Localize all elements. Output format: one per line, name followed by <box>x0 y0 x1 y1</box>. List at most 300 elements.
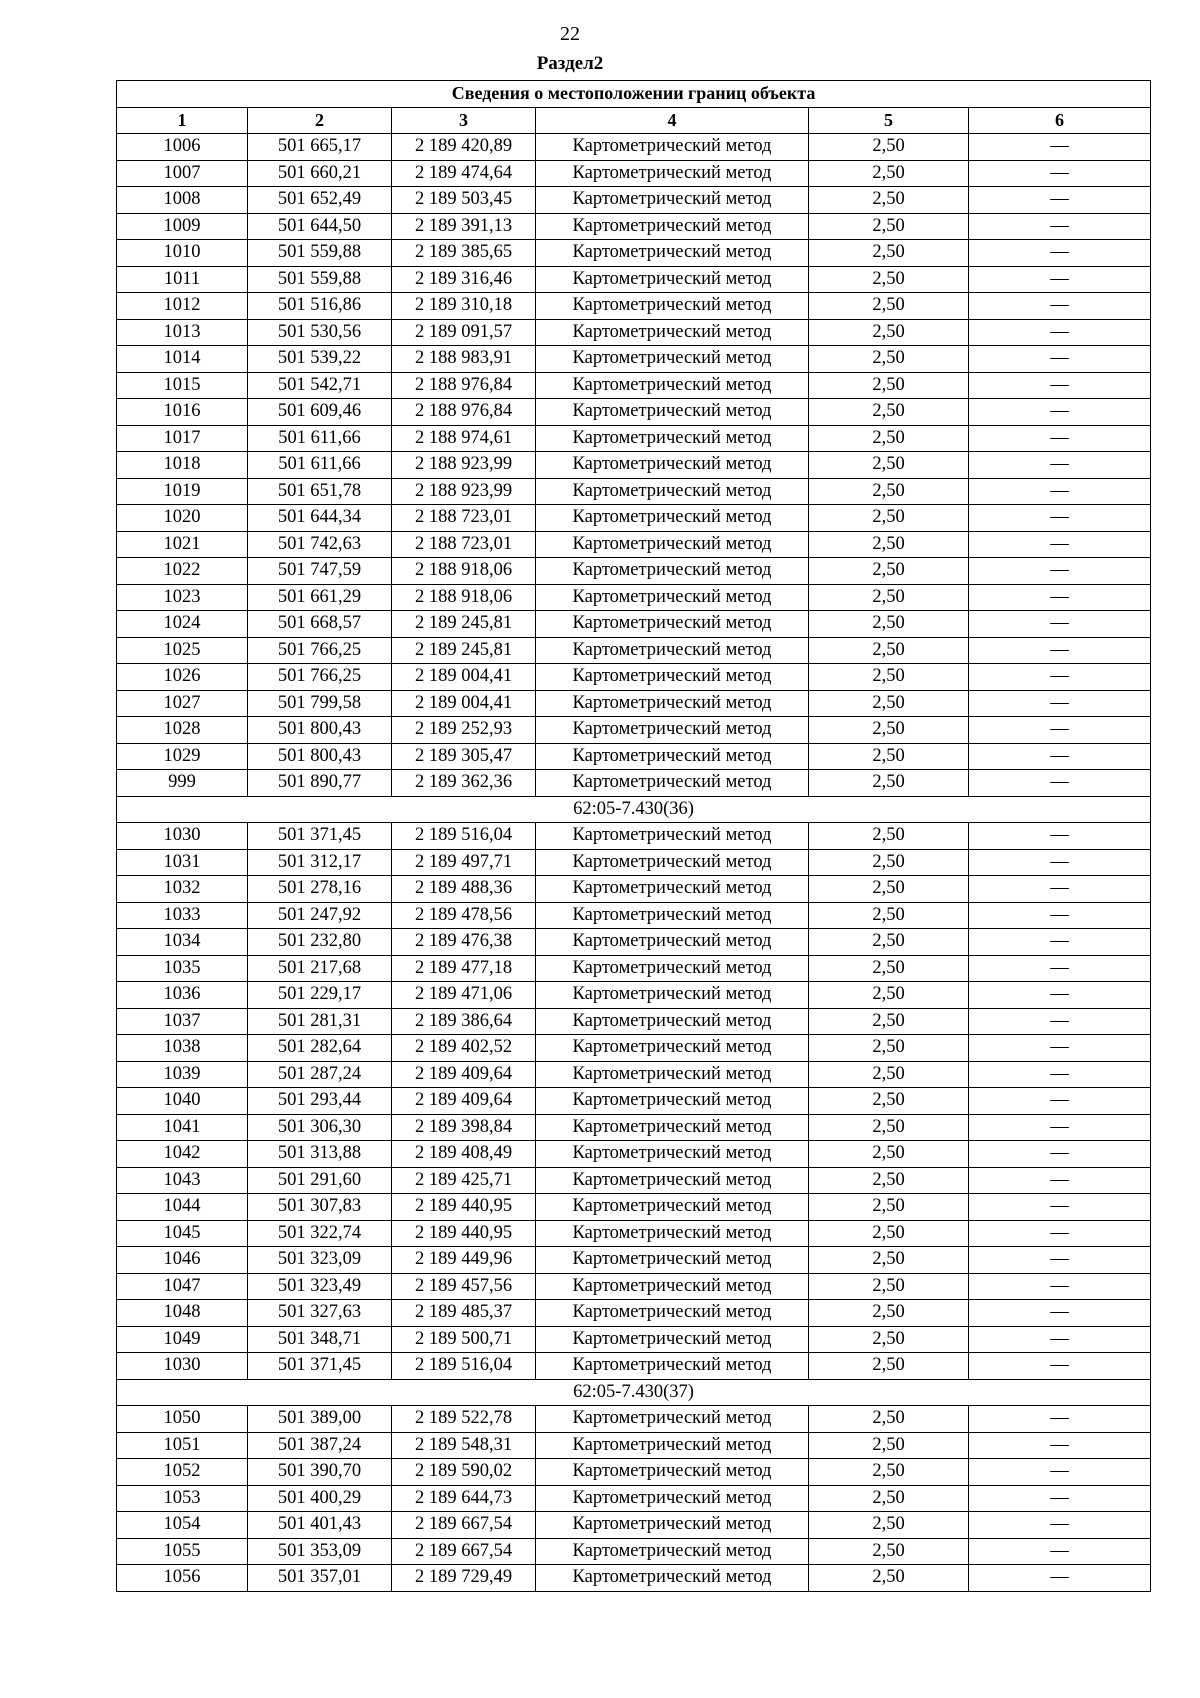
accuracy-cell: 2,50 <box>809 452 969 479</box>
y-coordinate-cell: 2 189 391,13 <box>392 213 536 240</box>
y-coordinate-cell: 2 188 723,01 <box>392 531 536 558</box>
method-cell: Картометрический метод <box>536 584 809 611</box>
description-cell: — <box>969 240 1151 267</box>
table-row <box>117 664 1151 691</box>
description-cell: — <box>969 690 1151 717</box>
x-coordinate-cell: 501 890,77 <box>248 770 392 797</box>
method-cell: Картометрический метод <box>536 558 809 585</box>
method-cell: Картометрический метод <box>536 929 809 956</box>
method-cell: Картометрический метод <box>536 1088 809 1115</box>
point-number-cell: 1049 <box>117 1326 248 1353</box>
table-row <box>117 1459 1151 1486</box>
method-cell: Картометрический метод <box>536 213 809 240</box>
x-coordinate-cell: 501 799,58 <box>248 690 392 717</box>
point-number-cell: 1014 <box>117 346 248 373</box>
accuracy-cell: 2,50 <box>809 1088 969 1115</box>
group-label-row <box>117 1379 1151 1406</box>
method-cell: Картометрический метод <box>536 1220 809 1247</box>
y-coordinate-cell: 2 189 252,93 <box>392 717 536 744</box>
description-cell: — <box>969 1485 1151 1512</box>
description-cell: — <box>969 213 1151 240</box>
description-cell: — <box>969 955 1151 982</box>
x-coordinate-cell: 501 539,22 <box>248 346 392 373</box>
method-cell: Картометрический метод <box>536 637 809 664</box>
table-row <box>117 346 1151 373</box>
x-coordinate-cell: 501 327,63 <box>248 1300 392 1327</box>
point-number-cell: 999 <box>117 770 248 797</box>
method-cell: Картометрический метод <box>536 1114 809 1141</box>
x-coordinate-cell: 501 278,16 <box>248 876 392 903</box>
method-cell: Картометрический метод <box>536 293 809 320</box>
description-cell: — <box>969 531 1151 558</box>
y-coordinate-cell: 2 189 385,65 <box>392 240 536 267</box>
description-cell: — <box>969 1008 1151 1035</box>
description-cell: — <box>969 187 1151 214</box>
description-cell: — <box>969 1035 1151 1062</box>
y-coordinate-cell: 2 189 497,71 <box>392 849 536 876</box>
method-cell: Картометрический метод <box>536 664 809 691</box>
point-number-cell: 1033 <box>117 902 248 929</box>
table-row <box>117 1353 1151 1380</box>
table-row <box>117 770 1151 797</box>
table-row <box>117 1538 1151 1565</box>
y-coordinate-cell: 2 188 918,06 <box>392 584 536 611</box>
point-number-cell: 1025 <box>117 637 248 664</box>
point-number-cell: 1029 <box>117 743 248 770</box>
description-cell: — <box>969 319 1151 346</box>
y-coordinate-cell: 2 189 425,71 <box>392 1167 536 1194</box>
point-number-cell: 1044 <box>117 1194 248 1221</box>
description-cell: — <box>969 425 1151 452</box>
table-row <box>117 876 1151 903</box>
method-cell: Картометрический метод <box>536 1035 809 1062</box>
method-cell: Картометрический метод <box>536 1406 809 1433</box>
x-coordinate-cell: 501 644,34 <box>248 505 392 532</box>
accuracy-cell: 2,50 <box>809 1167 969 1194</box>
description-cell: — <box>969 982 1151 1009</box>
x-coordinate-cell: 501 323,09 <box>248 1247 392 1274</box>
method-cell: Картометрический метод <box>536 452 809 479</box>
point-number-cell: 1041 <box>117 1114 248 1141</box>
description-cell: — <box>969 372 1151 399</box>
point-number-cell: 1030 <box>117 1353 248 1380</box>
method-cell: Картометрический метод <box>536 770 809 797</box>
accuracy-cell: 2,50 <box>809 187 969 214</box>
point-number-cell: 1055 <box>117 1538 248 1565</box>
table-row <box>117 134 1151 161</box>
accuracy-cell: 2,50 <box>809 505 969 532</box>
table-row <box>117 240 1151 267</box>
description-cell: — <box>969 1512 1151 1539</box>
method-cell: Картометрический метод <box>536 1300 809 1327</box>
y-coordinate-cell: 2 189 488,36 <box>392 876 536 903</box>
point-number-cell: 1034 <box>117 929 248 956</box>
table-row <box>117 743 1151 770</box>
x-coordinate-cell: 501 390,70 <box>248 1459 392 1486</box>
accuracy-cell: 2,50 <box>809 1326 969 1353</box>
accuracy-cell: 2,50 <box>809 1008 969 1035</box>
description-cell: — <box>969 478 1151 505</box>
table-row <box>117 425 1151 452</box>
table-caption: Сведения о местоположении границ объекта <box>117 81 1151 108</box>
description-cell: — <box>969 611 1151 638</box>
table-row <box>117 1035 1151 1062</box>
accuracy-cell: 2,50 <box>809 478 969 505</box>
table-row <box>117 955 1151 982</box>
table-row <box>117 452 1151 479</box>
x-coordinate-cell: 501 800,43 <box>248 717 392 744</box>
accuracy-cell: 2,50 <box>809 1061 969 1088</box>
accuracy-cell: 2,50 <box>809 1538 969 1565</box>
point-number-cell: 1039 <box>117 1061 248 1088</box>
point-number-cell: 1056 <box>117 1565 248 1592</box>
x-coordinate-cell: 501 661,29 <box>248 584 392 611</box>
y-coordinate-cell: 2 189 590,02 <box>392 1459 536 1486</box>
x-coordinate-cell: 501 401,43 <box>248 1512 392 1539</box>
accuracy-cell: 2,50 <box>809 293 969 320</box>
column-number: 6 <box>969 107 1151 134</box>
x-coordinate-cell: 501 559,88 <box>248 266 392 293</box>
method-cell: Картометрический метод <box>536 240 809 267</box>
table-row <box>117 982 1151 1009</box>
x-coordinate-cell: 501 229,17 <box>248 982 392 1009</box>
x-coordinate-cell: 501 323,49 <box>248 1273 392 1300</box>
y-coordinate-cell: 2 189 522,78 <box>392 1406 536 1433</box>
y-coordinate-cell: 2 188 974,61 <box>392 425 536 452</box>
x-coordinate-cell: 501 387,24 <box>248 1432 392 1459</box>
table-row <box>117 266 1151 293</box>
point-number-cell: 1042 <box>117 1141 248 1168</box>
method-cell: Картометрический метод <box>536 399 809 426</box>
y-coordinate-cell: 2 189 471,06 <box>392 982 536 1009</box>
description-cell: — <box>969 902 1151 929</box>
accuracy-cell: 2,50 <box>809 266 969 293</box>
x-coordinate-cell: 501 357,01 <box>248 1565 392 1592</box>
x-coordinate-cell: 501 400,29 <box>248 1485 392 1512</box>
table-row <box>117 1141 1151 1168</box>
point-number-cell: 1007 <box>117 160 248 187</box>
y-coordinate-cell: 2 189 516,04 <box>392 823 536 850</box>
y-coordinate-cell: 2 189 386,64 <box>392 1008 536 1035</box>
point-number-cell: 1012 <box>117 293 248 320</box>
y-coordinate-cell: 2 189 004,41 <box>392 690 536 717</box>
point-number-cell: 1053 <box>117 1485 248 1512</box>
method-cell: Картометрический метод <box>536 1512 809 1539</box>
column-number: 4 <box>536 107 809 134</box>
y-coordinate-cell: 2 189 305,47 <box>392 743 536 770</box>
x-coordinate-cell: 501 665,17 <box>248 134 392 161</box>
accuracy-cell: 2,50 <box>809 982 969 1009</box>
description-cell: — <box>969 134 1151 161</box>
table-body <box>117 134 1151 1592</box>
x-coordinate-cell: 501 306,30 <box>248 1114 392 1141</box>
method-cell: Картометрический метод <box>536 611 809 638</box>
description-cell: — <box>969 1167 1151 1194</box>
group-label: 62:05-7.430(36) <box>117 796 1151 823</box>
x-coordinate-cell: 501 668,57 <box>248 611 392 638</box>
point-number-cell: 1020 <box>117 505 248 532</box>
description-cell: — <box>969 346 1151 373</box>
x-coordinate-cell: 501 313,88 <box>248 1141 392 1168</box>
accuracy-cell: 2,50 <box>809 1353 969 1380</box>
point-number-cell: 1036 <box>117 982 248 1009</box>
x-coordinate-cell: 501 307,83 <box>248 1194 392 1221</box>
table-row <box>117 929 1151 956</box>
description-cell: — <box>969 664 1151 691</box>
y-coordinate-cell: 2 189 516,04 <box>392 1353 536 1380</box>
x-coordinate-cell: 501 293,44 <box>248 1088 392 1115</box>
point-number-cell: 1027 <box>117 690 248 717</box>
accuracy-cell: 2,50 <box>809 1114 969 1141</box>
method-cell: Картометрический метод <box>536 505 809 532</box>
table-row <box>117 1326 1151 1353</box>
accuracy-cell: 2,50 <box>809 1247 969 1274</box>
method-cell: Картометрический метод <box>536 849 809 876</box>
table-row <box>117 505 1151 532</box>
method-cell: Картометрический метод <box>536 1061 809 1088</box>
table-row <box>117 717 1151 744</box>
accuracy-cell: 2,50 <box>809 558 969 585</box>
x-coordinate-cell: 501 348,71 <box>248 1326 392 1353</box>
x-coordinate-cell: 501 766,25 <box>248 637 392 664</box>
x-coordinate-cell: 501 542,71 <box>248 372 392 399</box>
method-cell: Картометрический метод <box>536 1565 809 1592</box>
method-cell: Картометрический метод <box>536 1432 809 1459</box>
method-cell: Картометрический метод <box>536 1247 809 1274</box>
caption-row <box>117 81 1151 108</box>
point-number-cell: 1016 <box>117 399 248 426</box>
x-coordinate-cell: 501 652,49 <box>248 187 392 214</box>
table-row <box>117 611 1151 638</box>
x-coordinate-cell: 501 371,45 <box>248 1353 392 1380</box>
point-number-cell: 1051 <box>117 1432 248 1459</box>
column-number-row <box>117 107 1151 134</box>
point-number-cell: 1017 <box>117 425 248 452</box>
y-coordinate-cell: 2 188 918,06 <box>392 558 536 585</box>
y-coordinate-cell: 2 189 729,49 <box>392 1565 536 1592</box>
description-cell: — <box>969 770 1151 797</box>
method-cell: Картометрический метод <box>536 982 809 1009</box>
x-coordinate-cell: 501 389,00 <box>248 1406 392 1433</box>
accuracy-cell: 2,50 <box>809 717 969 744</box>
x-coordinate-cell: 501 282,64 <box>248 1035 392 1062</box>
y-coordinate-cell: 2 189 362,36 <box>392 770 536 797</box>
x-coordinate-cell: 501 371,45 <box>248 823 392 850</box>
point-number-cell: 1050 <box>117 1406 248 1433</box>
x-coordinate-cell: 501 281,31 <box>248 1008 392 1035</box>
point-number-cell: 1013 <box>117 319 248 346</box>
method-cell: Картометрический метод <box>536 823 809 850</box>
point-number-cell: 1032 <box>117 876 248 903</box>
description-cell: — <box>969 558 1151 585</box>
point-number-cell: 1038 <box>117 1035 248 1062</box>
x-coordinate-cell: 501 353,09 <box>248 1538 392 1565</box>
description-cell: — <box>969 1432 1151 1459</box>
description-cell: — <box>969 849 1151 876</box>
accuracy-cell: 2,50 <box>809 1565 969 1592</box>
description-cell: — <box>969 1141 1151 1168</box>
x-coordinate-cell: 501 291,60 <box>248 1167 392 1194</box>
description-cell: — <box>969 717 1151 744</box>
method-cell: Картометрический метод <box>536 717 809 744</box>
y-coordinate-cell: 2 189 477,18 <box>392 955 536 982</box>
description-cell: — <box>969 266 1151 293</box>
accuracy-cell: 2,50 <box>809 823 969 850</box>
table-row <box>117 1088 1151 1115</box>
y-coordinate-cell: 2 189 316,46 <box>392 266 536 293</box>
table-row <box>117 1194 1151 1221</box>
accuracy-cell: 2,50 <box>809 1300 969 1327</box>
accuracy-cell: 2,50 <box>809 637 969 664</box>
table-row <box>117 1247 1151 1274</box>
method-cell: Картометрический метод <box>536 1485 809 1512</box>
x-coordinate-cell: 501 611,66 <box>248 452 392 479</box>
y-coordinate-cell: 2 188 983,91 <box>392 346 536 373</box>
description-cell: — <box>969 1406 1151 1433</box>
method-cell: Картометрический метод <box>536 187 809 214</box>
point-number-cell: 1022 <box>117 558 248 585</box>
table-row <box>117 1061 1151 1088</box>
accuracy-cell: 2,50 <box>809 584 969 611</box>
accuracy-cell: 2,50 <box>809 690 969 717</box>
point-number-cell: 1009 <box>117 213 248 240</box>
point-number-cell: 1019 <box>117 478 248 505</box>
description-cell: — <box>969 1565 1151 1592</box>
description-cell: — <box>969 584 1151 611</box>
x-coordinate-cell: 501 312,17 <box>248 849 392 876</box>
accuracy-cell: 2,50 <box>809 531 969 558</box>
accuracy-cell: 2,50 <box>809 160 969 187</box>
y-coordinate-cell: 2 189 408,49 <box>392 1141 536 1168</box>
group-label: 62:05-7.430(37) <box>117 1379 1151 1406</box>
method-cell: Картометрический метод <box>536 1194 809 1221</box>
accuracy-cell: 2,50 <box>809 134 969 161</box>
accuracy-cell: 2,50 <box>809 1485 969 1512</box>
accuracy-cell: 2,50 <box>809 1459 969 1486</box>
y-coordinate-cell: 2 189 409,64 <box>392 1088 536 1115</box>
accuracy-cell: 2,50 <box>809 319 969 346</box>
point-number-cell: 1052 <box>117 1459 248 1486</box>
accuracy-cell: 2,50 <box>809 1273 969 1300</box>
table-row <box>117 531 1151 558</box>
y-coordinate-cell: 2 189 500,71 <box>392 1326 536 1353</box>
point-number-cell: 1026 <box>117 664 248 691</box>
method-cell: Картометрический метод <box>536 160 809 187</box>
method-cell: Картометрический метод <box>536 1459 809 1486</box>
accuracy-cell: 2,50 <box>809 1432 969 1459</box>
x-coordinate-cell: 501 766,25 <box>248 664 392 691</box>
y-coordinate-cell: 2 189 478,56 <box>392 902 536 929</box>
x-coordinate-cell: 501 516,86 <box>248 293 392 320</box>
column-number: 2 <box>248 107 392 134</box>
method-cell: Картометрический метод <box>536 319 809 346</box>
accuracy-cell: 2,50 <box>809 1220 969 1247</box>
table-row <box>117 293 1151 320</box>
accuracy-cell: 2,50 <box>809 399 969 426</box>
table-row <box>117 902 1151 929</box>
point-number-cell: 1018 <box>117 452 248 479</box>
y-coordinate-cell: 2 188 923,99 <box>392 478 536 505</box>
x-coordinate-cell: 501 660,21 <box>248 160 392 187</box>
description-cell: — <box>969 1114 1151 1141</box>
y-coordinate-cell: 2 188 976,84 <box>392 399 536 426</box>
description-cell: — <box>969 1273 1151 1300</box>
column-number: 5 <box>809 107 969 134</box>
table-row <box>117 372 1151 399</box>
point-number-cell: 1054 <box>117 1512 248 1539</box>
accuracy-cell: 2,50 <box>809 372 969 399</box>
table-row <box>117 1273 1151 1300</box>
method-cell: Картометрический метод <box>536 425 809 452</box>
x-coordinate-cell: 501 651,78 <box>248 478 392 505</box>
description-cell: — <box>969 1220 1151 1247</box>
table-row <box>117 1432 1151 1459</box>
description-cell: — <box>969 929 1151 956</box>
method-cell: Картометрический метод <box>536 1326 809 1353</box>
accuracy-cell: 2,50 <box>809 1141 969 1168</box>
table-row <box>117 1300 1151 1327</box>
y-coordinate-cell: 2 189 245,81 <box>392 611 536 638</box>
point-number-cell: 1031 <box>117 849 248 876</box>
method-cell: Картометрический метод <box>536 1273 809 1300</box>
table-row <box>117 637 1151 664</box>
point-number-cell: 1008 <box>117 187 248 214</box>
description-cell: — <box>969 1194 1151 1221</box>
x-coordinate-cell: 501 217,68 <box>248 955 392 982</box>
method-cell: Картометрический метод <box>536 266 809 293</box>
table-row <box>117 1167 1151 1194</box>
accuracy-cell: 2,50 <box>809 770 969 797</box>
description-cell: — <box>969 637 1151 664</box>
x-coordinate-cell: 501 232,80 <box>248 929 392 956</box>
table-row <box>117 823 1151 850</box>
y-coordinate-cell: 2 189 091,57 <box>392 319 536 346</box>
method-cell: Картометрический метод <box>536 876 809 903</box>
y-coordinate-cell: 2 189 457,56 <box>392 1273 536 1300</box>
table-row <box>117 1220 1151 1247</box>
method-cell: Картометрический метод <box>536 1353 809 1380</box>
point-number-cell: 1040 <box>117 1088 248 1115</box>
point-number-cell: 1045 <box>117 1220 248 1247</box>
y-coordinate-cell: 2 188 923,99 <box>392 452 536 479</box>
x-coordinate-cell: 501 747,59 <box>248 558 392 585</box>
point-number-cell: 1023 <box>117 584 248 611</box>
table-row <box>117 399 1151 426</box>
table-row <box>117 187 1151 214</box>
description-cell: — <box>969 1247 1151 1274</box>
y-coordinate-cell: 2 189 667,54 <box>392 1538 536 1565</box>
description-cell: — <box>969 1088 1151 1115</box>
y-coordinate-cell: 2 189 474,64 <box>392 160 536 187</box>
method-cell: Картометрический метод <box>536 1538 809 1565</box>
method-cell: Картометрический метод <box>536 743 809 770</box>
accuracy-cell: 2,50 <box>809 611 969 638</box>
method-cell: Картометрический метод <box>536 1008 809 1035</box>
x-coordinate-cell: 501 800,43 <box>248 743 392 770</box>
accuracy-cell: 2,50 <box>809 849 969 876</box>
y-coordinate-cell: 2 189 004,41 <box>392 664 536 691</box>
accuracy-cell: 2,50 <box>809 213 969 240</box>
point-number-cell: 1047 <box>117 1273 248 1300</box>
accuracy-cell: 2,50 <box>809 929 969 956</box>
table-row <box>117 849 1151 876</box>
column-number: 1 <box>117 107 248 134</box>
y-coordinate-cell: 2 188 723,01 <box>392 505 536 532</box>
y-coordinate-cell: 2 189 440,95 <box>392 1220 536 1247</box>
accuracy-cell: 2,50 <box>809 425 969 452</box>
x-coordinate-cell: 501 742,63 <box>248 531 392 558</box>
group-label-row <box>117 796 1151 823</box>
